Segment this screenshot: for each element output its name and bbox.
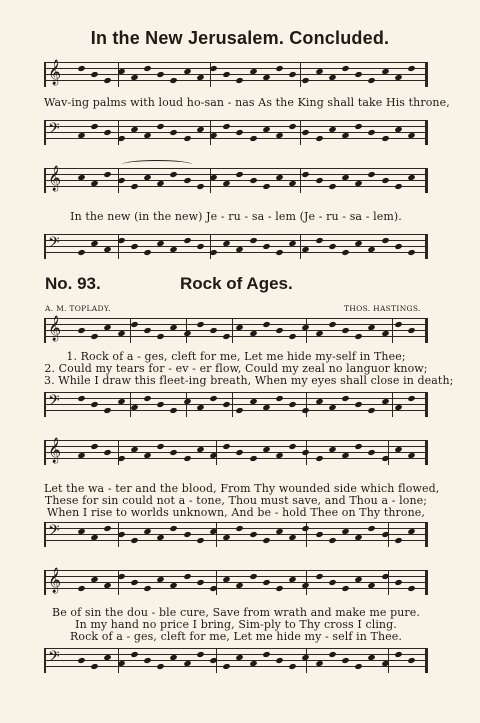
note-head [302, 582, 310, 589]
note-head [223, 534, 231, 541]
bass-clef-icon: 𝄢 [48, 234, 60, 255]
note-head [315, 573, 323, 580]
note-head [130, 651, 138, 658]
note-head [223, 333, 231, 340]
note-head [289, 123, 297, 130]
note-head [77, 528, 85, 535]
note-head [407, 65, 415, 72]
note-head [394, 74, 402, 81]
note-head [328, 243, 336, 250]
note-head [315, 68, 323, 75]
note-head [157, 401, 165, 408]
note-head [262, 404, 270, 411]
bass-staff [44, 392, 428, 416]
note-head [157, 180, 165, 187]
note-head [289, 401, 297, 408]
note-head [355, 123, 363, 130]
lyric-line: 2. Could my tears for - ev - er flow, Could my zeal no languor know; [44, 362, 428, 375]
note-head [91, 333, 99, 340]
note-head [341, 452, 349, 459]
note-head [104, 582, 112, 589]
note-head [117, 330, 125, 337]
note-head [130, 126, 138, 133]
note-head [143, 132, 151, 139]
music-system [44, 438, 440, 543]
note-head [394, 243, 402, 250]
note-head [407, 657, 415, 664]
note-head [381, 177, 389, 184]
note-head [368, 246, 376, 253]
lyric-line: Wav-ing palms with loud ho-san - nas As the King shall take His throne, [44, 96, 450, 109]
note-head [77, 249, 85, 256]
note-head [223, 240, 231, 247]
note-head [183, 330, 191, 337]
note-head [77, 395, 85, 402]
note-head [302, 77, 310, 84]
note-head [315, 330, 323, 337]
note-head [328, 126, 336, 133]
note-head [170, 246, 178, 253]
note-head [117, 398, 125, 405]
note-head [223, 663, 231, 670]
note-head [289, 240, 297, 247]
lyric-line: Let the wa - ter and the blood, From Thy wounded side which flowed, [44, 482, 440, 495]
note-head [315, 135, 323, 142]
note-head [196, 579, 204, 586]
treble-clef-icon: 𝄞 [48, 316, 62, 341]
note-head [289, 534, 297, 541]
note-head [130, 404, 138, 411]
note-head [368, 582, 376, 589]
note-head [236, 582, 244, 589]
note-head [223, 71, 231, 78]
note-head [130, 579, 138, 586]
note-head [262, 579, 270, 586]
note-head [143, 528, 151, 535]
note-head [91, 663, 99, 670]
note-head [249, 330, 257, 337]
note-head [394, 126, 402, 133]
note-head [209, 327, 217, 334]
note-head [355, 663, 363, 670]
note-head [143, 327, 151, 334]
note-head [91, 443, 99, 450]
bass-staff [44, 522, 428, 546]
note-head [104, 171, 112, 178]
note-head [394, 537, 402, 544]
note-head [381, 398, 389, 405]
note-head [368, 407, 376, 414]
note-head [143, 657, 151, 664]
note-head [236, 129, 244, 136]
note-head [315, 398, 323, 405]
note-head [77, 132, 85, 139]
lyric-line: In my hand no price I bring, Sim-ply to Thy cross I cling. [75, 618, 397, 631]
note-head [341, 395, 349, 402]
note-head [91, 401, 99, 408]
treble-staff [44, 168, 428, 192]
note-head [77, 585, 85, 592]
bass-clef-icon: 𝄢 [48, 120, 60, 141]
note-head [249, 398, 257, 405]
note-head [381, 135, 389, 142]
note-head [236, 654, 244, 661]
note-head [328, 321, 336, 328]
note-head [315, 531, 323, 538]
lyric-line: When I rise to worlds unknown, And be - hold Thee on Thy throne, [46, 506, 426, 519]
note-head [91, 534, 99, 541]
note-head [236, 324, 244, 331]
note-head [183, 68, 191, 75]
note-head [223, 576, 231, 583]
note-head [275, 585, 283, 592]
note-head [183, 531, 191, 538]
note-head [196, 321, 204, 328]
note-head [196, 183, 204, 190]
note-head [302, 324, 310, 331]
note-head [183, 660, 191, 667]
note-head [157, 576, 165, 583]
note-head [157, 663, 165, 670]
note-head [328, 183, 336, 190]
hymn-title: Rock of Ages. [180, 274, 293, 293]
composer-credit: THOS. HASTINGS. [344, 304, 421, 313]
bass-clef-icon: 𝄢 [48, 392, 60, 413]
note-head [117, 660, 125, 667]
note-head [117, 455, 125, 462]
note-head [368, 449, 376, 456]
treble-clef-icon: 𝄞 [48, 438, 62, 463]
note-head [381, 330, 389, 337]
note-head [262, 446, 270, 453]
note-head [236, 449, 244, 456]
note-head [157, 71, 165, 78]
note-head [249, 573, 257, 580]
note-head [170, 449, 178, 456]
note-head [355, 576, 363, 583]
note-head [302, 449, 310, 456]
note-head [328, 74, 336, 81]
note-head [368, 324, 376, 331]
note-head [355, 534, 363, 541]
note-head [170, 654, 178, 661]
note-head [394, 446, 402, 453]
note-head [368, 77, 376, 84]
note-head [368, 171, 376, 178]
note-head [223, 443, 231, 450]
note-head [407, 174, 415, 181]
note-head [289, 443, 297, 450]
note-head [275, 174, 283, 181]
treble-staff [44, 570, 428, 594]
music-system [44, 316, 454, 418]
note-head [262, 651, 270, 658]
note-head [275, 132, 283, 139]
note-head [262, 126, 270, 133]
note-head [368, 129, 376, 136]
note-head [315, 455, 323, 462]
note-head [143, 585, 151, 592]
note-head [328, 537, 336, 544]
note-head [170, 324, 178, 331]
note-head [209, 65, 217, 72]
note-head [249, 455, 257, 462]
treble-clef-icon: 𝄞 [48, 166, 62, 191]
note-head [183, 237, 191, 244]
note-head [223, 180, 231, 187]
note-head [170, 171, 178, 178]
note-head [328, 579, 336, 586]
note-head [249, 68, 257, 75]
note-head [394, 183, 402, 190]
note-head [394, 579, 402, 586]
page-title: In the New Jerusalem. Concluded. [90, 28, 390, 48]
note-head [196, 126, 204, 133]
note-head [394, 651, 402, 658]
bass-clef-icon: 𝄢 [48, 648, 60, 669]
note-head [157, 123, 165, 130]
note-head [91, 576, 99, 583]
note-head [236, 171, 244, 178]
note-head [289, 333, 297, 340]
note-head [315, 237, 323, 244]
note-head [196, 243, 204, 250]
note-head [104, 324, 112, 331]
note-head [91, 240, 99, 247]
note-head [209, 249, 217, 256]
note-head [355, 333, 363, 340]
treble-staff [44, 440, 428, 464]
note-head [104, 525, 112, 532]
note-head [249, 177, 257, 184]
note-head [275, 528, 283, 535]
note-head [130, 243, 138, 250]
note-head [262, 243, 270, 250]
note-head [104, 246, 112, 253]
note-head [236, 407, 244, 414]
lyric-line: In the new (in the new) Je - ru - sa - lem (Je - ru - sa - lem). [70, 210, 402, 223]
note-head [407, 452, 415, 459]
note-head [355, 71, 363, 78]
note-head [289, 180, 297, 187]
note-head [157, 443, 165, 450]
note-head [196, 74, 204, 81]
note-head [130, 74, 138, 81]
note-head [117, 237, 125, 244]
note-head [104, 77, 112, 84]
note-head [341, 174, 349, 181]
note-head [236, 77, 244, 84]
note-head [275, 327, 283, 334]
note-head [77, 452, 85, 459]
note-head [341, 132, 349, 139]
note-head [302, 129, 310, 136]
note-head [302, 407, 310, 414]
treble-clef-icon: 𝄞 [48, 60, 62, 85]
note-head [368, 654, 376, 661]
note-head [341, 657, 349, 664]
note-head [209, 132, 217, 139]
note-head [143, 65, 151, 72]
note-head [91, 123, 99, 130]
note-head [262, 74, 270, 81]
note-head [275, 657, 283, 664]
note-head [249, 531, 257, 538]
author-credit: A. M. TOPLADY. [45, 304, 111, 313]
note-head [183, 135, 191, 142]
note-head [341, 65, 349, 72]
music-system [44, 570, 428, 680]
note-head [368, 525, 376, 532]
note-head [275, 65, 283, 72]
note-head [130, 183, 138, 190]
lyric-line: Be of sin the dou - ble cure, Save from wrath and make me pure. [52, 606, 420, 619]
note-head [104, 449, 112, 456]
note-head [407, 132, 415, 139]
note-head [328, 404, 336, 411]
note-head [275, 249, 283, 256]
note-head [117, 68, 125, 75]
note-head [157, 240, 165, 247]
bass-clef-icon: 𝄢 [48, 522, 60, 543]
music-system [44, 168, 428, 264]
note-head [275, 395, 283, 402]
note-head [223, 123, 231, 130]
treble-clef-icon: 𝄞 [48, 568, 62, 593]
note-head [196, 404, 204, 411]
note-head [355, 443, 363, 450]
note-head [381, 237, 389, 244]
note-head [315, 177, 323, 184]
note-head [407, 249, 415, 256]
note-head [196, 446, 204, 453]
note-head [117, 573, 125, 580]
note-head [170, 407, 178, 414]
note-head [170, 582, 178, 589]
note-head [341, 528, 349, 535]
note-head [209, 174, 217, 181]
note-head [117, 135, 125, 142]
note-head [130, 537, 138, 544]
note-head [143, 395, 151, 402]
note-head [262, 537, 270, 544]
note-head [117, 177, 125, 184]
note-head [394, 321, 402, 328]
lyric-line: These for sin could not a - tone, Thou must save, and Thou a - lone; [44, 494, 428, 507]
note-head [341, 327, 349, 334]
note-head [130, 446, 138, 453]
note-head [302, 246, 310, 253]
note-head [183, 455, 191, 462]
note-head [196, 651, 204, 658]
note-head [77, 657, 85, 664]
note-head [355, 401, 363, 408]
note-head [77, 327, 85, 334]
note-head [394, 404, 402, 411]
note-head [130, 321, 138, 328]
note-head [157, 534, 165, 541]
note-head [91, 180, 99, 187]
note-head [143, 452, 151, 459]
lyric-line: 1. Rock of a - ges, cleft for me, Let me hide my-self in Thee; [66, 350, 406, 363]
note-head [209, 395, 217, 402]
note-head [183, 398, 191, 405]
note-head [289, 71, 297, 78]
note-head [249, 660, 257, 667]
note-head [407, 395, 415, 402]
note-head [183, 573, 191, 580]
note-head [170, 525, 178, 532]
note-head [104, 654, 112, 661]
lyric-line: Rock of a - ges, cleft for me, Let me hide my - self in Thee. [70, 630, 402, 643]
bass-staff [44, 648, 428, 672]
hymn-number: No. 93. [45, 274, 101, 293]
note-head [117, 531, 125, 538]
note-head [407, 528, 415, 535]
bass-staff [44, 120, 428, 144]
treble-staff [44, 62, 428, 86]
note-head [328, 446, 336, 453]
note-head [407, 585, 415, 592]
note-head [236, 246, 244, 253]
note-head [275, 452, 283, 459]
note-head [196, 537, 204, 544]
note-head [236, 525, 244, 532]
music-system [44, 60, 450, 158]
note-head [170, 129, 178, 136]
note-head [223, 401, 231, 408]
bass-staff [44, 234, 428, 258]
note-head [143, 249, 151, 256]
note-head [341, 585, 349, 592]
note-head [302, 525, 310, 532]
note-head [315, 660, 323, 667]
note-head [143, 174, 151, 181]
note-head [302, 171, 310, 178]
treble-staff [44, 318, 428, 342]
note-head [381, 68, 389, 75]
note-head [302, 654, 310, 661]
note-head [328, 651, 336, 658]
note-head [77, 174, 85, 181]
note-head [77, 65, 85, 72]
note-head [289, 663, 297, 670]
note-head [407, 327, 415, 334]
note-head [104, 407, 112, 414]
note-head [341, 249, 349, 256]
lyric-line: 3. While I draw this fleet-ing breath, When my eyes shall close in death; [44, 374, 454, 387]
note-head [157, 333, 165, 340]
note-head [355, 240, 363, 247]
note-head [249, 237, 257, 244]
note-head [104, 129, 112, 136]
note-head [355, 180, 363, 187]
note-head [262, 321, 270, 328]
note-head [262, 183, 270, 190]
note-head [289, 576, 297, 583]
note-head [249, 135, 257, 142]
note-head [91, 71, 99, 78]
note-head [183, 177, 191, 184]
note-head [170, 77, 178, 84]
